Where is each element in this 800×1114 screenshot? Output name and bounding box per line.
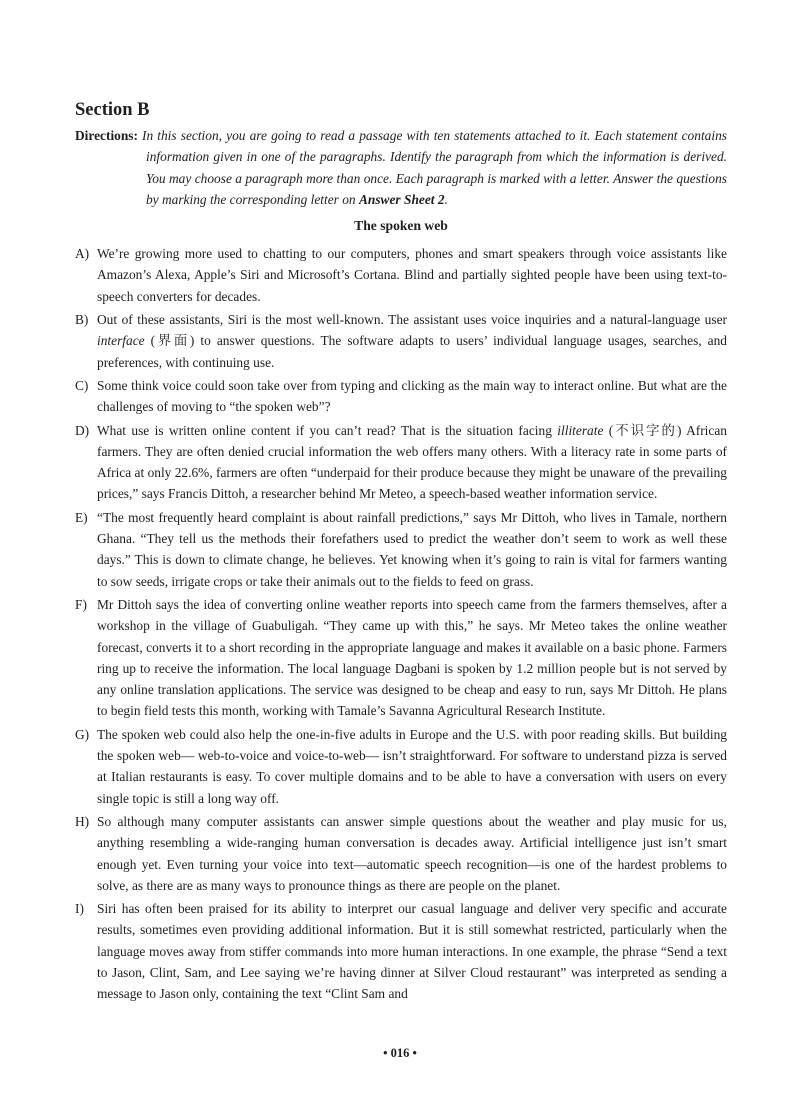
answer-sheet-reference: Answer Sheet 2 xyxy=(358,191,445,207)
paragraph-text: So although many computer assistants can answer simple questions about the weather and play music for us, anything resembling a wide-ranging human conversation is decades away. Artificial intelligence just isn’t smart enough yet. Even turning your voice into text—automatic speech recognition—is one of the hardest problems to solve, as there are as many ways to pronounce things as there are people on the planet. xyxy=(97,813,727,893)
paragraph-text xyxy=(97,420,727,505)
paragraph-letter: B) xyxy=(75,312,89,328)
paragraph-text: Some think voice could soon take over from typing and clicking as the main way to interact online. But what are the challenges of moving to “the spoken web”? xyxy=(97,377,727,415)
paragraph-h xyxy=(75,811,727,896)
paragraph-g xyxy=(75,724,727,809)
chinese-gloss: (不识字的) xyxy=(603,422,682,438)
paragraph-i xyxy=(75,898,727,1004)
paragraph-text-after: to answer questions. The software adapts to users’ individual language usages, searches, and preferences, with continuing use. xyxy=(97,333,727,370)
directions xyxy=(75,125,727,210)
glossed-word: interface xyxy=(97,333,145,349)
paragraph-letter: A) xyxy=(75,246,90,262)
paragraph-f xyxy=(75,594,727,722)
paragraph-letter: G) xyxy=(75,726,90,742)
paragraph-text: We’re growing more used to chatting to our computers, phones and smart speakers through voice assistants like Amazon’s Alexa, Apple’s Siri and Microsoft’s Cortana. Blind and partially sighted people have been using text-to-speech converters for decades. xyxy=(97,246,727,304)
paragraph-text-after: African farmers. They are often denied crucial information the web offers many others. With a literacy rate in some parts of Africa at only 22.6%, farmers are often “underpaid for their produce because they might be unaware of the prevailing prices,” says Francis Dittoh, a researcher behind Mr Meteo, a speech-based weather information service. xyxy=(97,422,727,502)
paragraph-text: Siri has often been praised for its ability to interpret our casual language and deliver very specific and accurate results, sometimes even providing additional information. But it is still somewhat restricted, particularly when the language moves away from stiffer commands into more human interactions. In one example, the phrase “Send a text to Jason, Clint, Sam, and Lee saying we’re having dinner at Silver Cloud restaurant” was interpreted as sending a message to Jason only, containing the text “Clint Sam and xyxy=(97,901,727,1002)
paragraph-b xyxy=(75,309,727,373)
section-title: Section B xyxy=(75,100,150,120)
directions-text-part2: . xyxy=(444,191,448,207)
directions-text-part1: In this section, you are going to read a passage with ten statements attached to it. Each statement contains information given in one of the paragraphs. Identify the paragraph from which the information is derived. You may choose a paragraph more than once. Each paragraph is marked with a letter. Answer the questions by marking the corresponding letter on xyxy=(141,128,727,207)
directions-label: Directions: xyxy=(75,128,138,143)
paragraph-text: “The most frequently heard complaint is about rainfall predictions,” says Mr Dittoh, who lives in Tamale, northern Ghana. “They tell us the methods their forefathers used to predict the weather don’t seem to work as well these days.” This is down to climate change, he believes. Yet knowing when it’s going to rain is vital for farmers wanting to sow seeds, irrigate crops or take their animals out to the fields to feed on grass. xyxy=(97,509,727,589)
paragraph-text-before: Out of these assistants, Siri is the most well-known. The assistant uses voice inquiries and a natural-language user xyxy=(97,312,727,328)
paragraph-letter: C) xyxy=(75,377,89,393)
chinese-gloss: (界面) xyxy=(144,333,195,349)
paragraph-d xyxy=(75,420,727,505)
paragraph-text: Mr Dittoh says the idea of converting online weather reports into speech came from the farmers themselves, after a workshop in the village of Guabuligah. “They came up with this,” he says. Mr Meteo takes the online weather forecast, converts it to a short recording in the appropriate language and makes it available on a basic phone. Farmers ring up to receive the information. The local language Dagbani is spoken by 1.2 million people but is not served by any online translation applications. The service was designed to be cheap and easy to run, says Mr Dittoh. He plans to begin field tests this month, working with Tamale’s Savanna Agricultural Research Institute. xyxy=(97,596,727,719)
paragraph-letter: H) xyxy=(75,813,90,829)
paragraph-letter: I) xyxy=(75,901,84,917)
paragraph-letter: F) xyxy=(75,596,87,612)
page-number: • 016 • xyxy=(383,1046,417,1060)
paragraph-text: The spoken web could also help the one-in-five adults in Europe and the U.S. with poor reading skills. But building the spoken web— web-to-voice and voice-to-web— isn’t straightforward. For software to understand pizza is served at Italian restaurants is easy. To cover multiple domains and to be able to have a conversation with users on every single topic is still a long way off. xyxy=(97,726,727,806)
passage-title: The spoken web xyxy=(354,218,448,234)
paragraph-e xyxy=(75,507,727,592)
paragraph-c xyxy=(75,375,727,418)
paragraph-letter: D) xyxy=(75,422,90,438)
paragraph-text xyxy=(97,309,727,373)
paragraph-text-before: What use is written online content if you can’t read? That is the situation facing xyxy=(97,422,558,438)
paragraph-letter: E) xyxy=(75,509,88,525)
glossed-word: illiterate xyxy=(557,422,604,438)
directions-text xyxy=(142,125,727,210)
paragraph-a xyxy=(75,243,727,307)
page-content xyxy=(75,98,727,1007)
